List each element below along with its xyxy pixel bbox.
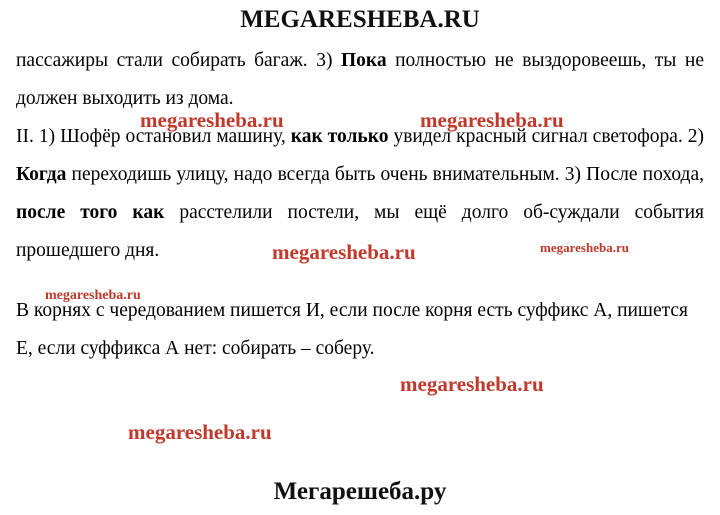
watermark-5: megaresheba.ru bbox=[45, 288, 141, 303]
paragraph-1 bbox=[16, 42, 704, 118]
paragraph-2-bold-kak-tolko: как только bbox=[290, 126, 389, 147]
paragraph-3: В корнях с чередованием пишется И, если после корня есть суффикс А, пишется Е, если суффикса А нет: собирать – соберу. bbox=[16, 300, 688, 359]
watermark-6: megaresheba.ru bbox=[400, 372, 544, 396]
document-body bbox=[16, 42, 704, 368]
watermark-1: megaresheba.ru bbox=[140, 108, 284, 132]
watermark-4: megaresheba.ru bbox=[540, 240, 629, 255]
watermark-7: megaresheba.ru bbox=[128, 420, 272, 444]
paragraph-2-bold-posle-togo-kak: после того как bbox=[16, 202, 165, 223]
paragraph-1-text-a: пассажиры стали собирать багаж. 3) bbox=[16, 50, 341, 71]
paragraph-2-text-a: II. 1) Шофёр остановил машину, bbox=[16, 126, 291, 147]
site-brand-footer: Мегарешеба.ру bbox=[273, 478, 447, 505]
paragraph-2-bold-kogda: Когда bbox=[16, 164, 67, 185]
paragraph-2 bbox=[16, 118, 704, 270]
watermark-3: megaresheba.ru bbox=[272, 240, 416, 264]
paragraph-spacer bbox=[16, 270, 704, 292]
paragraph-1-bold-poka: Пока bbox=[340, 50, 387, 71]
paragraph-2-text-c: переходишь улицу, надо всегда быть очень внимательным. 3) После похода, bbox=[66, 164, 704, 185]
paragraph-2-text-d: расстелили постели, мы ещё долго об-суждали события прошедшего дня. bbox=[16, 202, 704, 261]
watermark-2: megaresheba.ru bbox=[420, 108, 564, 132]
paragraph-2-text-b: увидел красный сигнал светофора. 2) bbox=[388, 126, 704, 147]
paragraph-1-text-b: полностью не выздоровеешь, ты не должен выходить из дома. bbox=[16, 50, 704, 109]
site-brand-header: MEGARESHEBA.RU bbox=[240, 6, 480, 33]
